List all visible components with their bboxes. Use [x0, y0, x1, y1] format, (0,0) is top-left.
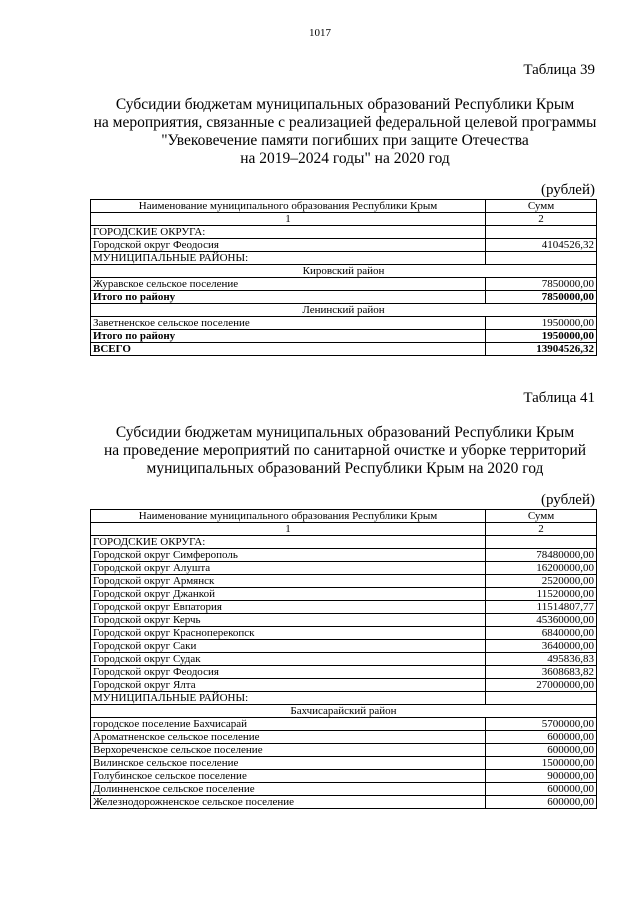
- sum-cell: 7850000,00: [486, 278, 597, 291]
- name-cell: Городской округ Судак: [91, 653, 486, 666]
- total-row: [91, 343, 597, 356]
- table-row: [91, 601, 597, 614]
- table-row: [91, 770, 597, 783]
- table-41-label: Таблица 41: [523, 390, 595, 406]
- column-number-row: [91, 523, 597, 536]
- table-row: [91, 614, 597, 627]
- column-number-cell: 2: [486, 213, 597, 226]
- section-row: [91, 692, 597, 705]
- table-39: [90, 199, 597, 356]
- table-row: [91, 588, 597, 601]
- title-line: Субсидии бюджетам муниципальных образований Республики Крым: [115, 424, 575, 441]
- district-name-cell: Кировский район: [91, 265, 597, 278]
- table-41-title: [60, 424, 630, 478]
- name-cell: Городской округ Красноперекопск: [91, 627, 486, 640]
- sum-cell: [486, 226, 597, 239]
- name-cell: Заветненское сельское поселение: [91, 317, 486, 330]
- table-row: [91, 679, 597, 692]
- title-line: "Увековечение памяти погибших при защите Отечества: [161, 132, 529, 149]
- table-row: [91, 744, 597, 757]
- table-row: [91, 666, 597, 679]
- table-row: [91, 783, 597, 796]
- column-number-cell: 1: [91, 523, 486, 536]
- table-row: [91, 640, 597, 653]
- sum-cell: 1500000,00: [486, 757, 597, 770]
- total-row: [91, 330, 597, 343]
- table-row: [91, 627, 597, 640]
- sum-cell: 495836,83: [486, 653, 597, 666]
- name-cell: Городской округ Феодосия: [91, 666, 486, 679]
- name-cell: Городской округ Феодосия: [91, 239, 486, 252]
- table-row: [91, 317, 597, 330]
- sum-cell: 600000,00: [486, 731, 597, 744]
- sum-cell: 1950000,00: [486, 317, 597, 330]
- table-39-unit: (рублей): [540, 182, 595, 198]
- column-number-cell: 1: [91, 213, 486, 226]
- table-41-unit: (рублей): [540, 492, 595, 508]
- sum-cell: 3640000,00: [486, 640, 597, 653]
- name-cell: Городской округ Евпатория: [91, 601, 486, 614]
- section-row: [91, 536, 597, 549]
- name-cell: Журавское сельское поселение: [91, 278, 486, 291]
- header-sum-cell: Сумм: [486, 200, 597, 213]
- sum-cell: 600000,00: [486, 796, 597, 809]
- name-cell: Верхореченское сельское поселение: [91, 744, 486, 757]
- sum-cell: 16200000,00: [486, 562, 597, 575]
- district-name-cell: Бахчисарайский район: [91, 705, 597, 718]
- name-cell: Железнодорожненское сельское поселение: [91, 796, 486, 809]
- district-row: [91, 705, 597, 718]
- sum-cell: 78480000,00: [486, 549, 597, 562]
- name-cell: городское поселение Бахчисарай: [91, 718, 486, 731]
- table-row: [91, 562, 597, 575]
- sum-cell: 3608683,82: [486, 666, 597, 679]
- name-cell: Голубинское сельское поселение: [91, 770, 486, 783]
- sum-cell: 900000,00: [486, 770, 597, 783]
- header-name-cell: Наименование муниципального образования Республики Крым: [91, 510, 486, 523]
- name-cell: Городской округ Керчь: [91, 614, 486, 627]
- table-row: [91, 549, 597, 562]
- sum-cell: 13904526,32: [486, 343, 597, 356]
- name-cell: Итого по району: [91, 330, 486, 343]
- name-cell: Городской округ Алушта: [91, 562, 486, 575]
- name-cell: МУНИЦИПАЛЬНЫЕ РАЙОНЫ:: [91, 252, 486, 265]
- sum-cell: 27000000,00: [486, 679, 597, 692]
- column-number-row: [91, 213, 597, 226]
- table-row: [91, 239, 597, 252]
- district-row: [91, 265, 597, 278]
- sum-cell: 1950000,00: [486, 330, 597, 343]
- sum-cell: [486, 536, 597, 549]
- section-row: [91, 252, 597, 265]
- title-line: на проведение мероприятий по санитарной очистке и уборке территорий: [103, 442, 587, 459]
- header-name-cell: Наименование муниципального образования Республики Крым: [91, 200, 486, 213]
- sum-cell: 45360000,00: [486, 614, 597, 627]
- name-cell: Долинненское сельское поселение: [91, 783, 486, 796]
- page-number: 1017: [309, 27, 331, 39]
- title-line: муниципальных образований Республики Крым на 2020 год: [146, 460, 544, 477]
- title-line: Субсидии бюджетам муниципальных образований Республики Крым: [115, 96, 575, 113]
- district-row: [91, 304, 597, 317]
- table-row: [91, 757, 597, 770]
- sum-cell: 4104526,32: [486, 239, 597, 252]
- header-row: [91, 510, 597, 523]
- sum-cell: 6840000,00: [486, 627, 597, 640]
- name-cell: Вилинское сельское поселение: [91, 757, 486, 770]
- sum-cell: 7850000,00: [486, 291, 597, 304]
- total-row: [91, 291, 597, 304]
- name-cell: Городской округ Саки: [91, 640, 486, 653]
- table-row: [91, 278, 597, 291]
- table-row: [91, 575, 597, 588]
- sum-cell: [486, 252, 597, 265]
- name-cell: Городской округ Ялта: [91, 679, 486, 692]
- column-number-cell: 2: [486, 523, 597, 536]
- sum-cell: 2520000,00: [486, 575, 597, 588]
- sum-cell: 600000,00: [486, 783, 597, 796]
- table-row: [91, 731, 597, 744]
- sum-cell: 5700000,00: [486, 718, 597, 731]
- table-row: [91, 796, 597, 809]
- sum-cell: 11514807,77: [486, 601, 597, 614]
- name-cell: ГОРОДСКИЕ ОКРУГА:: [91, 536, 486, 549]
- name-cell: Итого по району: [91, 291, 486, 304]
- name-cell: Городской округ Симферополь: [91, 549, 486, 562]
- sum-cell: [486, 692, 597, 705]
- name-cell: Городской округ Джанкой: [91, 588, 486, 601]
- district-name-cell: Ленинский район: [91, 304, 597, 317]
- table-39-label: Таблица 39: [523, 62, 595, 78]
- header-row: [91, 200, 597, 213]
- header-sum-cell: Сумм: [486, 510, 597, 523]
- name-cell: Городской округ Армянск: [91, 575, 486, 588]
- table-39-title: [60, 96, 630, 168]
- name-cell: ГОРОДСКИЕ ОКРУГА:: [91, 226, 486, 239]
- title-line: на 2019–2024 годы" на 2020 год: [240, 150, 450, 167]
- table-row: [91, 718, 597, 731]
- table-41: [90, 509, 597, 809]
- name-cell: ВСЕГО: [91, 343, 486, 356]
- title-line: на мероприятия, связанные с реализацией федеральной целевой программы: [93, 114, 597, 131]
- section-row: [91, 226, 597, 239]
- name-cell: Ароматненское сельское поселение: [91, 731, 486, 744]
- name-cell: МУНИЦИПАЛЬНЫЕ РАЙОНЫ:: [91, 692, 486, 705]
- table-row: [91, 653, 597, 666]
- sum-cell: 600000,00: [486, 744, 597, 757]
- sum-cell: 11520000,00: [486, 588, 597, 601]
